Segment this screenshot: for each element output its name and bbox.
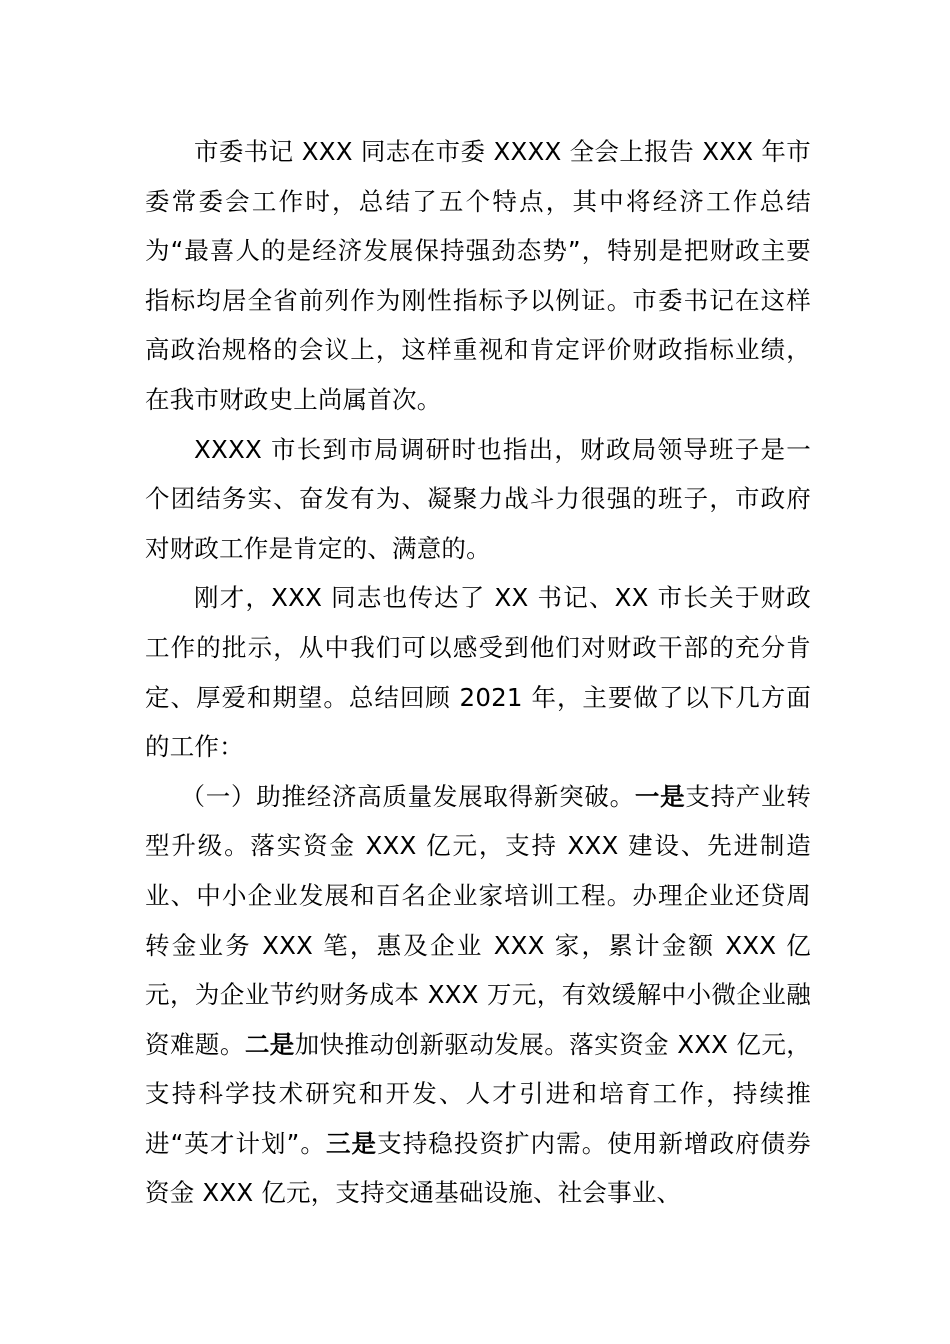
paragraph-2-text: XXXX 市长到市局调研时也指出，财政局领导班子是一个团结务实、奋发有为、凝聚力战斗力很强的班子，市政府对财政工作是肯定的、满意的。 — [145, 434, 811, 563]
paragraph-1 — [145, 127, 811, 425]
point-two-label: 二是 — [244, 1029, 295, 1059]
paragraph-3-text: 刚才，XXX 同志也传达了 XX 书记、XX 市长关于财政工作的批示，从中我们可以感受到他们对财政干部的充分肯定、厚爱和期望。总结回顾 2021 年，主要做了以下几方面的工作： — [145, 583, 811, 762]
document-body — [145, 127, 811, 1218]
point-two-text: 加快推动创新驱动发展。落实资金 XXX 亿元，支持科学技术研究和开发、人才引进和培育工作，持续推进“英才计划”。 — [145, 1029, 811, 1158]
point-one-label: 一是 — [634, 781, 686, 811]
paragraph-4 — [145, 772, 811, 1218]
point-three-label: 三是 — [325, 1128, 378, 1158]
paragraph-1-text: 市委书记 XXX 同志在市委 XXXX 全会上报告 XXX 年市委常委会工作时，总结了五个特点，其中将经济工作总结为“最喜人的是经济发展保持强劲态势”，特别是把财政主要指标均居全省前列作为刚性指标予以例证。市委书记在这样高政治规格的会议上，这样重视和肯定评价财政指标业绩，在我市财政史上尚属首次。 — [145, 137, 811, 414]
paragraph-3 — [145, 573, 811, 771]
section-heading-1: （一）助推经济高质量发展取得新突破。 — [180, 781, 635, 811]
point-three-text: 支持稳投资扩内需。使用新增政府债券资金 XXX 亿元，支持交通基础设施、社会事业、 — [145, 1128, 811, 1208]
paragraph-2 — [145, 425, 811, 574]
point-one-text: 支持产业转型升级。落实资金 XXX 亿元，支持 XXX 建设、先进制造业、中小企业发展和百名企业家培训工程。办理企业还贷周转金业务 XXX 笔，惠及企业 XXX 家，累计金额 XXX 亿元，为企业节约财务成本 XXX 万元，有效缓解中小微企业融资难题。 — [145, 781, 811, 1059]
